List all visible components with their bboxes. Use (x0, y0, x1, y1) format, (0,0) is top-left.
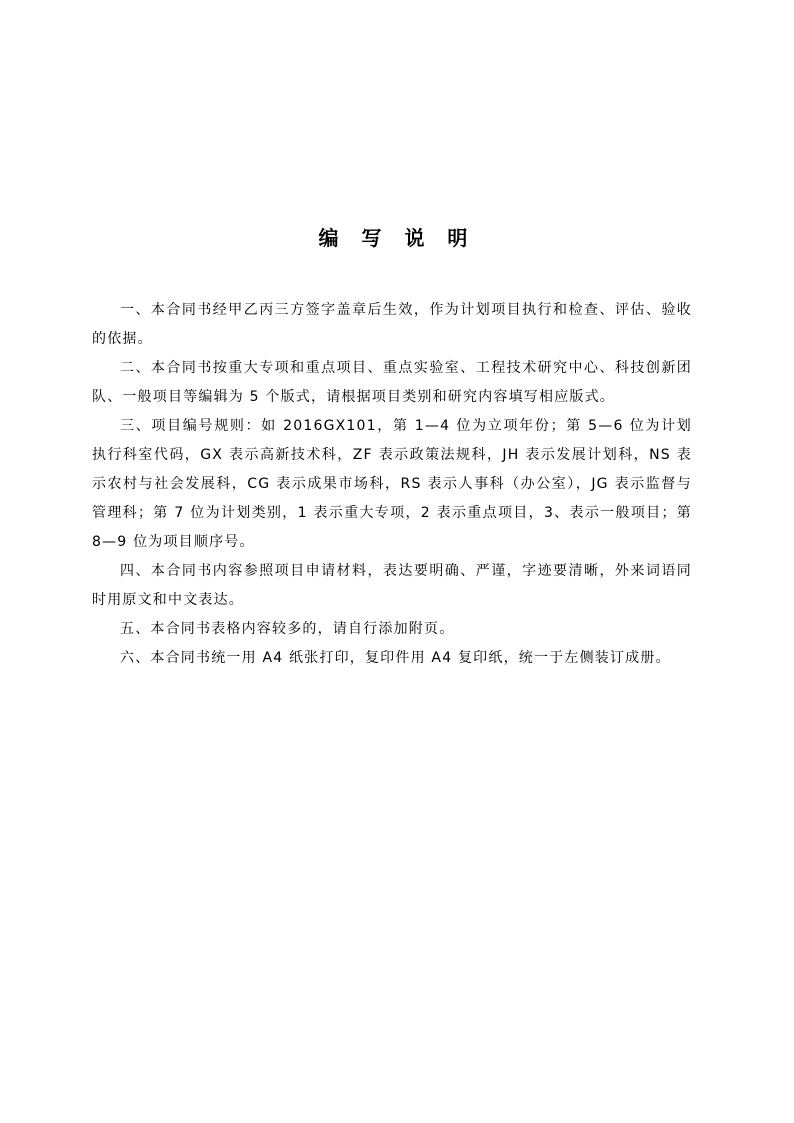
instruction-paragraph-3: 三、项目编号规则：如 2016GX101，第 1—4 位为立项年份；第 5—6 位为计划执行科室代码，GX 表示高新技术科，ZF 表示政策法规科，JH 表示发展计划科，NS 表示农村与社会发展科，CG 表示成果市场科，RS 表示人事科（办公室），JG 表示监督与管理科；第 7 位为计划类别，1 表示重大专项，2 表示重点项目，3、表示一般项目；第 8—9 位为项目顺序号。 (92, 418, 692, 550)
instruction-paragraph-1: 一、本合同书经甲乙丙三方签字盖章后生效，作为计划项目执行和检查、评估、验收的依据。 (92, 302, 692, 347)
instruction-paragraph-5: 五、本合同书表格内容较多的，请自行添加附页。 (120, 621, 455, 637)
instruction-paragraph-6: 六、本合同书统一用 A4 纸张打印，复印件用 A4 复印纸，统一于左侧装订成册。 (120, 650, 671, 666)
instructions-body (92, 296, 692, 673)
document-title: 编 写 说 明 (318, 226, 476, 250)
instruction-paragraph-2: 二、本合同书按重大专项和重点项目、重点实验室、工程技术研究中心、科技创新团队、一般项目等编辑为 5 个版式，请根据项目类别和研究内容填写相应版式。 (92, 360, 692, 405)
instruction-paragraph-4: 四、本合同书内容参照项目申请材料，表达要明确、严谨，字迹要清晰，外来词语同时用原文和中文表达。 (92, 563, 692, 608)
